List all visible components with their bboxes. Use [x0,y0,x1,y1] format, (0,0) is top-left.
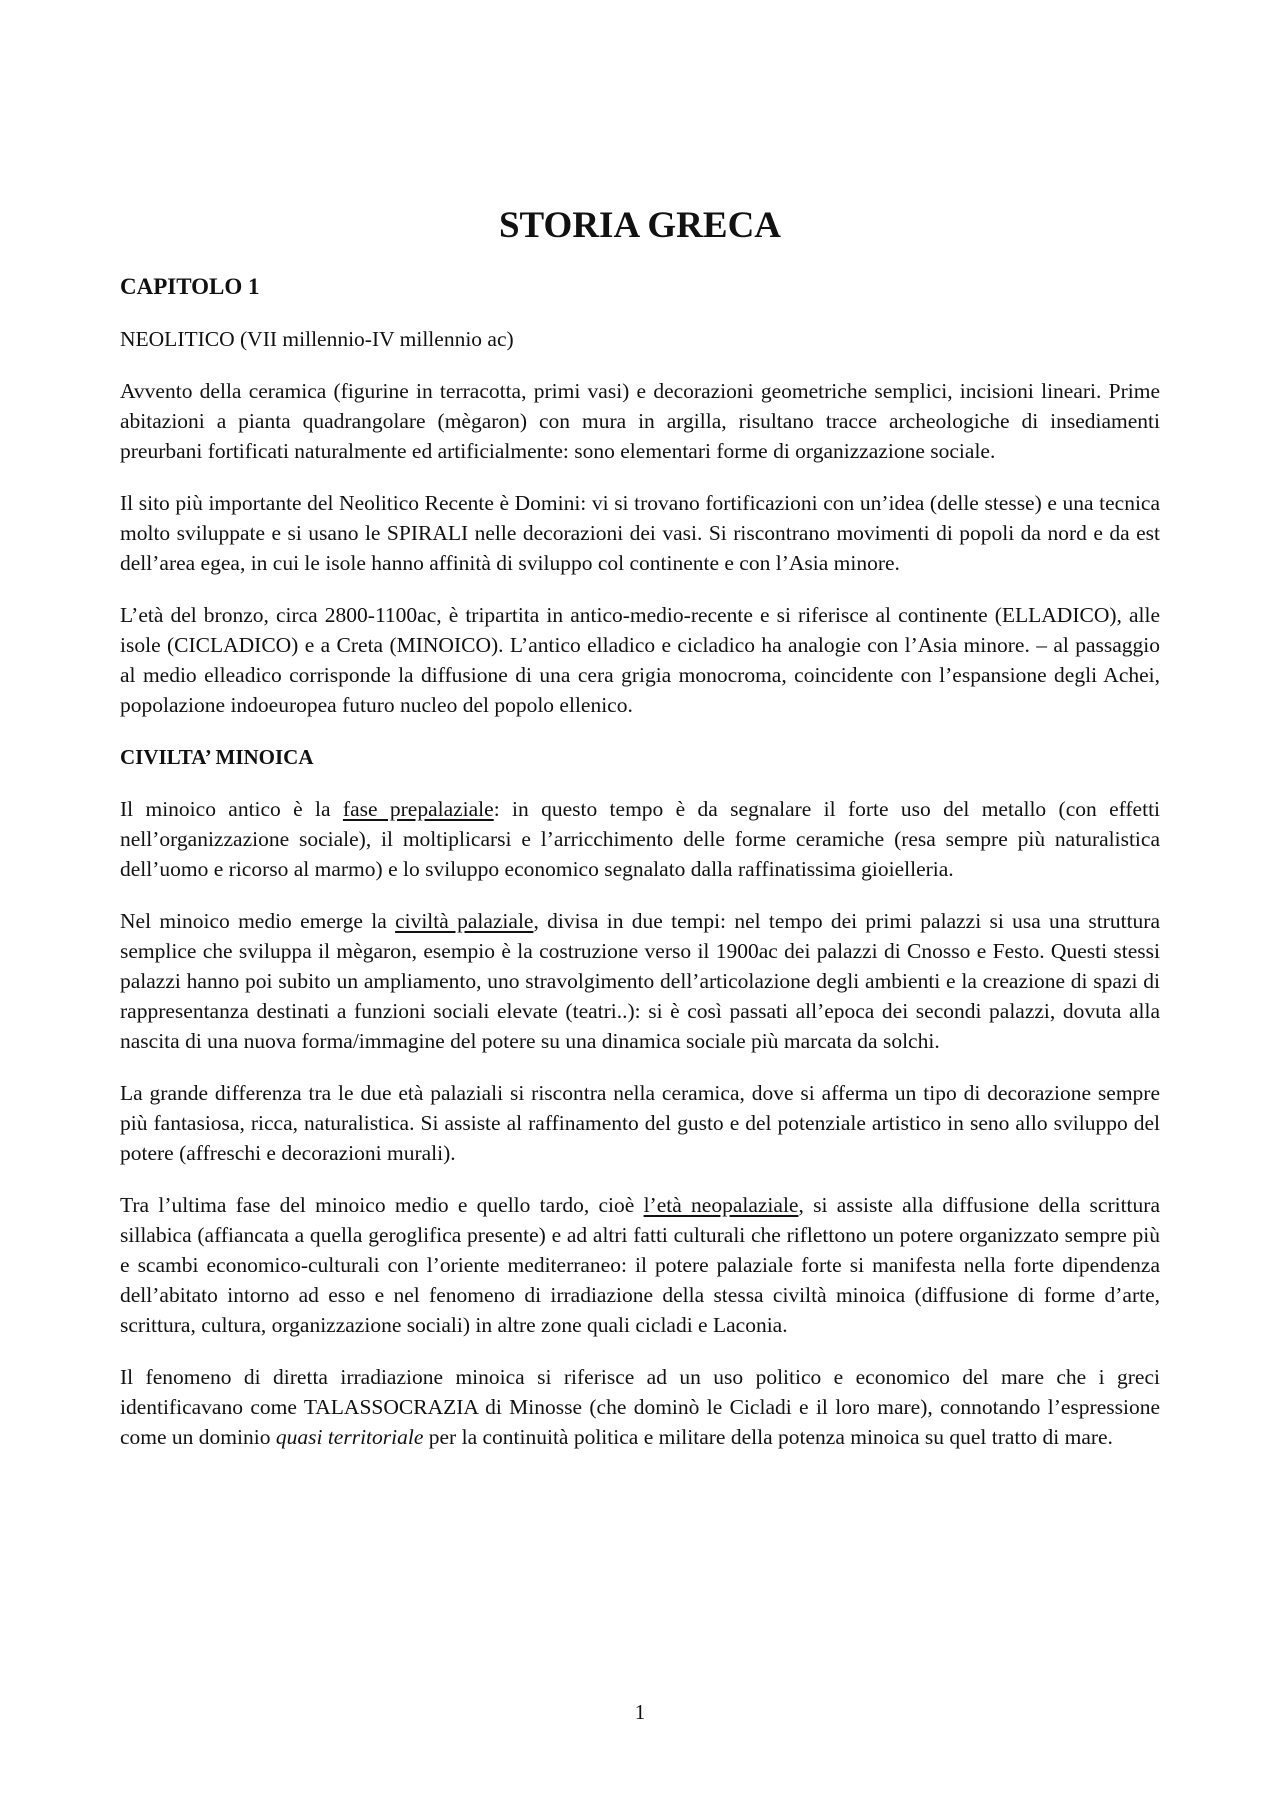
para4-before: Il minoico antico è la [120,797,343,821]
minoica-heading-text: CIVILTA’ MINOICA [120,745,314,769]
paragraph-ceramica: La grande differenza tra le due età palaziali si riscontra nella ceramica, dove si afferma un tipo di decorazione sempre più fantasiosa, ricca, naturalistica. Si assiste al raffinamento del gusto e del potenziale artistico in seno allo sviluppo del potere (affreschi e decorazioni murali). [120,1081,1160,1165]
term-quasi-territoriale: quasi territoriale [275,1425,424,1449]
para8-before: Il fenomeno di diretta irradiazione minoica si riferisce ad un uso politico e economico del mare che i greci identificavano come TALASSOCRAZIA di Minosse (che dominò le Cicladi e il loro mare), connotando l’espressione come un dominio [120,1365,1160,1449]
neolitico-label: NEOLITICO [120,327,235,351]
paragraph-neopalaziale [120,1190,1160,1340]
paragraph-eta-bronzo: L’età del bronzo, circa 2800-1100ac, è tripartita in antico-medio-recente e si riferisce al continente (ELLADICO), alle isole (CICLADICO) e a Creta (MINOICO). L’antico elladico e cicladico ha analogie con l’Asia minore. – al passaggio al medio elleadico corrisponde la diffusione di una cera grigia monocroma, coincidente con l’espansione degli Achei, popolazione indoeuropea futuro nucleo del popolo ellenico. [120,603,1160,717]
neolitico-period: (VII millennio-IV millennio ac) [234,327,514,351]
para4-after: : in questo tempo è da segnalare il forte uso del metallo (con effetti nell’organizzazione sociale), il moltiplicarsi e l’arricchimento delle forme ceramiche (resa sempre più naturalistica dell’uomo e ricorso al marmo) e lo sviluppo economico segnalato dalla raffinatissima gioielleria. [120,797,1161,881]
document-title: STORIA GRECA [498,205,782,246]
para5-after: , divisa in due tempi: nel tempo dei primi palazzi si usa una struttura semplice che sviluppa il mègaron, esempio è la costruzione verso il 1900ac dei palazzi di Cnosso e Festo. Questi stessi palazzi hanno poi subito un ampliamento, uno stravolgimento dell’articolazione degli ambienti e la creazione di spazi di rappresentanza destinati a funzioni sociali elevate (teatri..): si è così passati all’epoca dei secondi palazzi, dovuta alla nascita di una nuova forma/immagine del potere su una dinamica sociale più marcata da solchi. [120,909,1160,1053]
minoica-heading [120,742,1160,772]
para8-after: per la continuità politica e militare della potenza minoica su quel tratto di mare. [423,1425,1113,1449]
paragraph-palaziale [120,906,1160,1056]
term-civilta-palaziale: civiltà palaziale [395,909,534,933]
paragraph-domini: Il sito più importante del Neolitico Recente è Domini: vi si trovano fortificazioni con un’idea (delle stesse) e una tecnica molto sviluppate e si usano le SPIRALI nelle decorazioni dei vasi. Si riscontrano movimenti di popoli da nord e da est dell’area egea, in cui le isole hanno affinità di sviluppo col continente e con l’Asia minore. [120,491,1160,575]
neolitico-heading [120,324,1160,354]
term-eta-neopalaziale: l’età neopalaziale [643,1193,799,1217]
paragraph-prepalaziale [120,794,1160,884]
para7-before: Tra l’ultima fase del minoico medio e quello tardo, cioè [120,1193,644,1217]
paragraph-neolitico: Avvento della ceramica (figurine in terracotta, primi vasi) e decorazioni geometriche semplici, incisioni lineari. Prime abitazioni a pianta quadrangolare (mègaron) con mura in argilla, risultano tracce archeologiche di insediamenti preurbani fortificati naturalmente ed artificialmente: sono elementari forme di organizzazione sociale. [120,379,1160,463]
para5-before: Nel minoico medio emerge la [120,909,396,933]
term-fase-prepalaziale: fase prepalaziale [342,797,494,821]
para7-after: , si assiste alla diffusione della scrittura sillabica (affiancata a quella geroglifica presente) e ad altri fatti culturali che riflettono un potere organizzato sempre più e scambi economico-culturali con l’oriente mediterraneo: il potere palaziale forte si manifesta nella forte dipendenza dell’abitato intorno ad esso e nel fenomeno di irradiazione della stessa civiltà minoica (diffusione di forme d’arte, scrittura, cultura, organizzazione sociali) in altre zone quali cicladi e Laconia. [120,1193,1160,1337]
paragraph-talassocrazia [120,1362,1160,1452]
page-number: 1 [634,1700,646,1724]
chapter-heading: CAPITOLO 1 [120,274,260,299]
page-content [120,200,1160,1474]
